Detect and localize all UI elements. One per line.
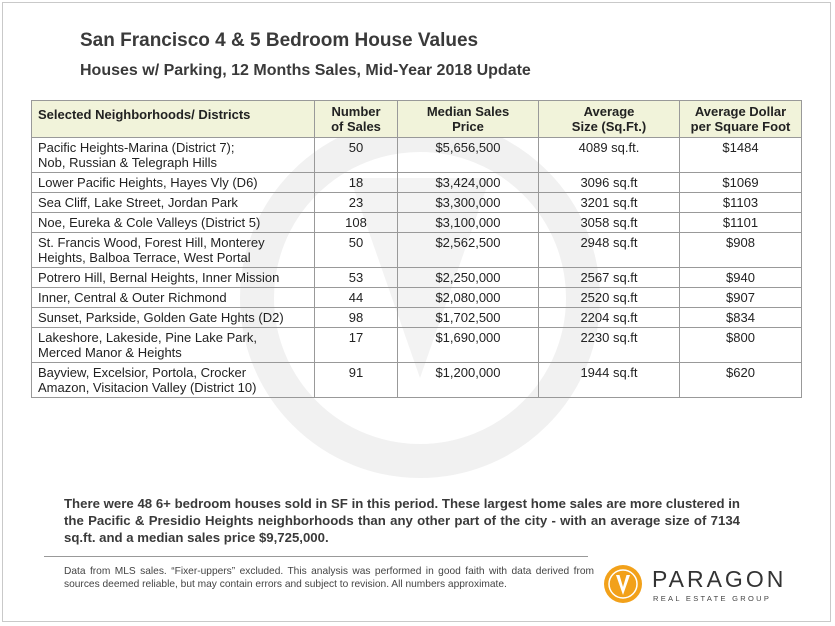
summary-note: There were 48 6+ bedroom houses sold in SF in this period. These largest home sales are more clustered in the Pacific & Presidio Heights neighborhoods than any other part of the city - with an average size of 7134 sq.ft. and a median sales price $9,725,000. (64, 496, 740, 545)
neighborhood-line: Lower Pacific Heights, Hayes Vly (D6) (38, 175, 258, 190)
column-header: Median Sales Price (398, 101, 539, 138)
sales-count-cell: 17 (315, 328, 398, 363)
neighborhood-cell (32, 288, 315, 308)
column-header: Number of Sales (315, 101, 398, 138)
dollar-per-sqft-cell: $1101 (680, 213, 802, 233)
neighborhood-line: Nob, Russian & Telegraph Hills (38, 155, 217, 170)
neighborhood-cell (32, 138, 315, 173)
median-price-cell: $1,702,500 (398, 308, 539, 328)
neighborhood-line: Amazon, Visitacion Valley (District 10) (38, 380, 257, 395)
table-row (32, 193, 802, 213)
dollar-per-sqft-cell: $834 (680, 308, 802, 328)
neighborhood-cell (32, 308, 315, 328)
median-price-cell: $3,100,000 (398, 213, 539, 233)
average-size-cell: 2567 sq.ft (539, 268, 680, 288)
sales-count-cell: 91 (315, 363, 398, 398)
median-price-cell: $2,562,500 (398, 233, 539, 268)
table-body (32, 138, 802, 398)
table-row (32, 288, 802, 308)
table-row (32, 213, 802, 233)
neighborhood-line: Pacific Heights-Marina (District 7); (38, 140, 235, 155)
logo-tagline: REAL ESTATE GROUP (653, 594, 772, 603)
dollar-per-sqft-cell: $907 (680, 288, 802, 308)
sales-count-cell: 23 (315, 193, 398, 213)
column-header: Selected Neighborhoods/ Districts (32, 101, 315, 138)
neighborhood-line: Noe, Eureka & Cole Valleys (District 5) (38, 215, 261, 230)
sales-count-cell: 108 (315, 213, 398, 233)
neighborhood-line: Sea Cliff, Lake Street, Jordan Park (38, 195, 238, 210)
average-size-cell: 3096 sq.ft (539, 173, 680, 193)
table-row (32, 233, 802, 268)
neighborhood-line: Bayview, Excelsior, Portola, Crocker (38, 365, 247, 380)
sales-count-cell: 50 (315, 233, 398, 268)
neighborhood-line: Sunset, Parkside, Golden Gate Hghts (D2) (38, 310, 284, 325)
neighborhood-cell (32, 268, 315, 288)
median-price-cell: $5,656,500 (398, 138, 539, 173)
median-price-cell: $2,080,000 (398, 288, 539, 308)
average-size-cell: 4089 sq.ft. (539, 138, 680, 173)
dollar-per-sqft-cell: $1069 (680, 173, 802, 193)
page-title: San Francisco 4 & 5 Bedroom House Values (80, 30, 479, 51)
sales-count-cell: 53 (315, 268, 398, 288)
neighborhood-line: St. Francis Wood, Forest Hill, Monterey (38, 235, 265, 250)
neighborhood-line: Inner, Central & Outer Richmond (38, 290, 227, 305)
footer-divider (44, 556, 588, 557)
column-header: Average Size (Sq.Ft.) (539, 101, 680, 138)
median-price-cell: $1,200,000 (398, 363, 539, 398)
dollar-per-sqft-cell: $1103 (680, 193, 802, 213)
neighborhood-cell (32, 213, 315, 233)
average-size-cell: 3058 sq.ft (539, 213, 680, 233)
average-size-cell: 2520 sq.ft (539, 288, 680, 308)
table-row (32, 138, 802, 173)
average-size-cell: 1944 sq.ft (539, 363, 680, 398)
neighborhood-cell (32, 193, 315, 213)
neighborhood-line: Lakeshore, Lakeside, Pine Lake Park, (38, 330, 257, 345)
disclaimer-text: Data from MLS sales. “Fixer-uppers” excluded. This analysis was performed in good faith with data derived from sources deemed reliable, but may contain errors and subject to revision. All numbers approximate. (64, 566, 594, 590)
values-table (31, 100, 802, 398)
column-header: Average Dollar per Square Foot (680, 101, 802, 138)
neighborhood-cell (32, 233, 315, 268)
dollar-per-sqft-cell: $800 (680, 328, 802, 363)
average-size-cell: 3201 sq.ft (539, 193, 680, 213)
sales-count-cell: 98 (315, 308, 398, 328)
neighborhood-line: Potrero Hill, Bernal Heights, Inner Mission (38, 270, 280, 285)
average-size-cell: 2204 sq.ft (539, 308, 680, 328)
median-price-cell: $3,300,000 (398, 193, 539, 213)
table-row (32, 363, 802, 398)
sales-count-cell: 50 (315, 138, 398, 173)
median-price-cell: $3,424,000 (398, 173, 539, 193)
median-price-cell: $1,690,000 (398, 328, 539, 363)
neighborhood-line: Merced Manor & Heights (38, 345, 182, 360)
table-row (32, 268, 802, 288)
neighborhood-line: Heights, Balboa Terrace, West Portal (38, 250, 251, 265)
average-size-cell: 2948 sq.ft (539, 233, 680, 268)
paragon-logo (604, 563, 804, 607)
dollar-per-sqft-cell: $1484 (680, 138, 802, 173)
logo-name: PARAGON (652, 566, 787, 592)
neighborhood-cell (32, 328, 315, 363)
neighborhood-cell (32, 363, 315, 398)
sales-count-cell: 44 (315, 288, 398, 308)
dollar-per-sqft-cell: $908 (680, 233, 802, 268)
table-header-row (32, 101, 802, 138)
sales-count-cell: 18 (315, 173, 398, 193)
table-row (32, 173, 802, 193)
paragon-mark-icon (604, 565, 642, 603)
average-size-cell: 2230 sq.ft (539, 328, 680, 363)
table-row (32, 308, 802, 328)
neighborhood-cell (32, 173, 315, 193)
dollar-per-sqft-cell: $620 (680, 363, 802, 398)
page-subtitle: Houses w/ Parking, 12 Months Sales, Mid-Year 2018 Update (80, 62, 531, 79)
table-row (32, 328, 802, 363)
dollar-per-sqft-cell: $940 (680, 268, 802, 288)
median-price-cell: $2,250,000 (398, 268, 539, 288)
